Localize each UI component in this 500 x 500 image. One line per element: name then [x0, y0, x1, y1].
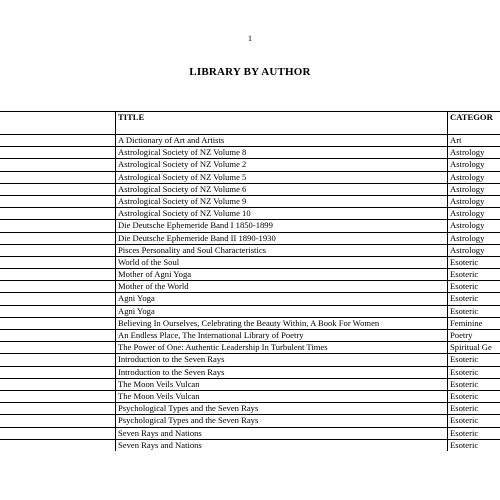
category-cell: Astrology: [448, 171, 500, 183]
table-row: [0, 171, 500, 183]
title-cell: Psychological Types and the Seven Rays: [116, 403, 448, 415]
title-cell: Believing In Ourselves, Celebrating the Beauty Within, A Book For Women: [116, 317, 448, 329]
author-cell: [0, 390, 116, 402]
title-cell: Introduction to the Seven Rays: [116, 354, 448, 366]
author-cell: [0, 342, 116, 354]
title-cell: The Moon Veils Vulcan: [116, 378, 448, 390]
category-cell: Esoteric: [448, 354, 500, 366]
category-cell: Esoteric: [448, 427, 500, 439]
author-cell: [0, 427, 116, 439]
category-cell: Astrology: [448, 208, 500, 220]
category-cell: Astrology: [448, 244, 500, 256]
title-cell: Astrological Society of NZ Volume 5: [116, 171, 448, 183]
author-cell: [0, 293, 116, 305]
title-cell: Mother of Agni Yoga: [116, 269, 448, 281]
title-cell: Astrological Society of NZ Volume 2: [116, 159, 448, 171]
category-cell: Astrology: [448, 147, 500, 159]
category-cell: Esoteric: [448, 390, 500, 402]
table-row: [0, 354, 500, 366]
author-cell: [0, 354, 116, 366]
title-cell: Astrological Society of NZ Volume 10: [116, 208, 448, 220]
title-cell: World of the Soul: [116, 256, 448, 268]
author-cell: [0, 439, 116, 451]
table-body: [0, 135, 500, 452]
page-number: 1: [248, 34, 252, 43]
author-cell: [0, 403, 116, 415]
category-cell: Esoteric: [448, 378, 500, 390]
table-row: [0, 195, 500, 207]
title-cell: Astrological Society of NZ Volume 9: [116, 195, 448, 207]
author-cell: [0, 195, 116, 207]
category-cell: Esoteric: [448, 415, 500, 427]
author-cell: [0, 269, 116, 281]
author-cell: [0, 232, 116, 244]
author-cell: [0, 256, 116, 268]
author-cell: [0, 159, 116, 171]
category-cell: Poetry: [448, 330, 500, 342]
category-cell: Esoteric: [448, 281, 500, 293]
page-title: LIBRARY BY AUTHOR: [189, 66, 311, 78]
table-row: [0, 403, 500, 415]
title-cell: Pisces Personality and Soul Characteristics: [116, 244, 448, 256]
table-row: [0, 366, 500, 378]
title-cell: Die Deutsche Ephemeride Band II 1890-1930: [116, 232, 448, 244]
title-cell: The Power of One: Authentic Leadership In Turbulent Times: [116, 342, 448, 354]
author-cell: [0, 183, 116, 195]
table-row: [0, 159, 500, 171]
table-row: [0, 147, 500, 159]
author-cell: [0, 305, 116, 317]
title-cell: Seven Rays and Nations: [116, 427, 448, 439]
title-cell: A Dictionary of Art and Artists: [116, 135, 448, 147]
table-row: [0, 183, 500, 195]
title-cell: Astrological Society of NZ Volume 8: [116, 147, 448, 159]
table-row: [0, 281, 500, 293]
title-cell: The Moon Veils Vulcan: [116, 390, 448, 402]
table-row: [0, 415, 500, 427]
author-cell: [0, 366, 116, 378]
table-row: [0, 135, 500, 147]
category-cell: Esoteric: [448, 366, 500, 378]
category-cell: Esoteric: [448, 269, 500, 281]
title-cell: Astrological Society of NZ Volume 6: [116, 183, 448, 195]
table-row: [0, 330, 500, 342]
category-cell: Esoteric: [448, 439, 500, 451]
author-cell: [0, 171, 116, 183]
category-cell: Esoteric: [448, 403, 500, 415]
title-cell: Die Deutsche Ephemeride Band I 1850-1899: [116, 220, 448, 232]
library-table-container: [0, 111, 500, 451]
category-cell: Astrology: [448, 220, 500, 232]
table-row: [0, 305, 500, 317]
author-cell: [0, 317, 116, 329]
table-row: [0, 208, 500, 220]
title-cell: Seven Rays and Nations: [116, 439, 448, 451]
category-column-header: CATEGOR: [448, 112, 500, 135]
category-cell: Esoteric: [448, 305, 500, 317]
table-row: [0, 220, 500, 232]
author-column-header: [0, 112, 116, 135]
table-row: [0, 378, 500, 390]
table-row: [0, 342, 500, 354]
author-cell: [0, 147, 116, 159]
table-row: [0, 244, 500, 256]
table-row: [0, 256, 500, 268]
author-cell: [0, 244, 116, 256]
table-header-row: [0, 112, 500, 135]
author-cell: [0, 281, 116, 293]
title-cell: Introduction to the Seven Rays: [116, 366, 448, 378]
category-cell: Feminine: [448, 317, 500, 329]
category-cell: Astrology: [448, 183, 500, 195]
title-cell: Mother of the World: [116, 281, 448, 293]
title-cell: An Endless Place, The International Library of Poetry: [116, 330, 448, 342]
table-row: [0, 317, 500, 329]
author-cell: [0, 330, 116, 342]
author-cell: [0, 220, 116, 232]
category-cell: Esoteric: [448, 293, 500, 305]
library-table: [0, 111, 500, 451]
category-cell: Astrology: [448, 232, 500, 244]
table-row: [0, 439, 500, 451]
category-cell: Esoteric: [448, 256, 500, 268]
author-cell: [0, 415, 116, 427]
category-cell: Astrology: [448, 159, 500, 171]
category-cell: Art: [448, 135, 500, 147]
author-cell: [0, 378, 116, 390]
table-row: [0, 427, 500, 439]
author-cell: [0, 208, 116, 220]
table-row: [0, 269, 500, 281]
title-cell: Agni Yoga: [116, 293, 448, 305]
table-row: [0, 390, 500, 402]
table-row: [0, 232, 500, 244]
table-row: [0, 293, 500, 305]
title-column-header: TITLE: [116, 112, 448, 135]
title-cell: Psychological Types and the Seven Rays: [116, 415, 448, 427]
author-cell: [0, 135, 116, 147]
category-cell: Astrology: [448, 195, 500, 207]
title-cell: Agni Yoga: [116, 305, 448, 317]
category-cell: Spiritual Ge: [448, 342, 500, 354]
